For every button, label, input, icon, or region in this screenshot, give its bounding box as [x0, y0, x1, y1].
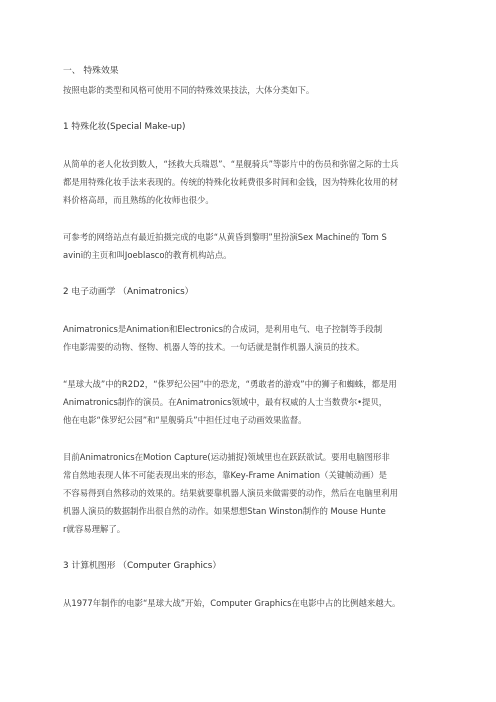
paragraph-line: Animatronics是Animation和Electronics的合成词，是利用电气、电子控制等手段制 [63, 324, 383, 334]
paragraph-line: 按照电影的类型和风格可使用不同的特殊效果技法，大体分类如下。 [63, 85, 315, 95]
subsection-heading-computer-graphics: 3 计算机图形 （Computer Graphics） [63, 561, 222, 571]
paragraph-line: 可参考的网络站点有最近拍摄完成的电影“从黄昏到黎明”里扮演Sex Machine的 Tom S [63, 232, 387, 242]
paragraph-line: “星球大战”中的R2D2，“侏罗纪公园”中的恐龙，“勇敢者的游戏”中的狮子和蜘蛛，都是用 [63, 379, 397, 389]
paragraph-line: Animatronics制作的演员。在Animatronics领域中，最有权威的人士当数费尔•提贝， [63, 397, 388, 407]
paragraph-line: 他在电影“侏罗纪公园”和“星舰骑兵”中担任过电子动画效果监督。 [63, 415, 307, 425]
subsection-heading-animatronics: 2 电子动画学 （Animatronics） [63, 287, 194, 297]
subsection-heading-special-makeup: 1 特殊化妆(Special Make-up) [63, 122, 186, 132]
paragraph-line: r就容易理解了。 [63, 524, 126, 534]
paragraph-line: 从1977年制作的电影“星球大战”开始，Computer Graphics在电影中占的比例越来越大。 [63, 598, 401, 608]
paragraph-line: 作电影需要的动物、怪物、机器人等的技术。一句话就是制作机器人演员的技术。 [63, 342, 365, 352]
paragraph-line: 料价格高昂，而且熟练的化妆师也很少。 [63, 195, 214, 205]
paragraph-line: 都是用特殊化妆手法来表现的。传统的特殊化妆耗费很多时间和金钱，因为特殊化妆用的材 [63, 177, 398, 187]
paragraph-line: 从简单的老人化妆到数人，“拯救大兵瑞恩”、“星舰骑兵”等影片中的伤员和弥留之际的士兵 [63, 159, 399, 169]
paragraph-line: 常自然地表现人体不可能表现出来的形态，靠Key-Frame Animation（关键帧动画）是 [63, 470, 388, 480]
paragraph-line: 机器人演员的数据制作出很自然的动作。如果想想Stan Winston制作的 Mouse Hunte [63, 506, 386, 516]
paragraph-line: 目前Animatronics在Motion Capture(运动捕捉)领域里也在跃跃欲试。要用电脑图形非 [63, 452, 390, 462]
paragraph-line: 不容易得到自然移动的效果的。结果就要靠机器人演员来做需要的动作，然后在电脑里利用 [63, 488, 398, 498]
paragraph-line: avini的主页和叫Joeblasco的教育机构站点。 [63, 250, 232, 260]
section-heading-special-effects: 一、 特殊效果 [63, 66, 119, 76]
